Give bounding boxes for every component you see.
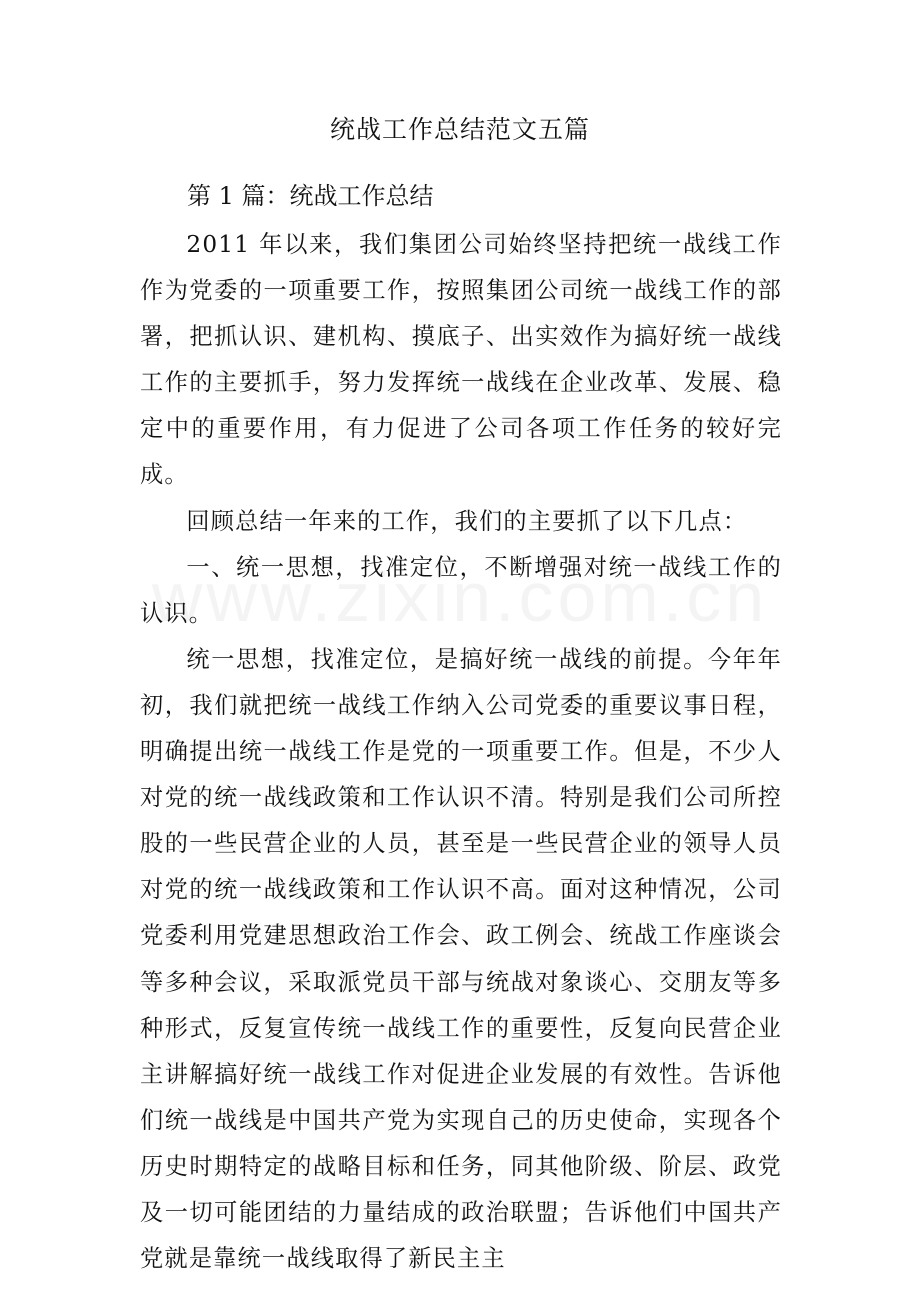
paragraph: 统一思想，找准定位，是搞好统一战线的前提。今年年初，我们就把统一战线工作纳入公司党委的重要议事日程，明确提出统一战线工作是党的一项重要工作。但是，不少人对党的统一战线政策和工作认识不清。特别是我们公司所控股的一些民营企业的人员，甚至是一些民营企业的领导人员对党的统一战线政策和工作认识不高。面对这种情况，公司党委利用党建思想政治工作会、政工例会、统战工作座谈会等多种会议，采取派党员干部与统战对象谈心、交朋友等多种形式，反复宣传统一战线工作的重要性，反复向民营企业主讲解搞好统一战线工作对促进企业发展的有效性。告诉他们统一战线是中国共产党为实现自己的历史使命，实现各个历史时期特定的战略目标和任务，同其他阶级、阶层、政党及一切可能团结的力量结成的政治联盟；告诉他们中国共产党就是靠统一战线取得了新民主主 xyxy=(140,645,782,1273)
section-heading: 第 1 篇：统战工作总结 xyxy=(187,182,434,210)
paragraph: 2011 年以来，我们集团公司始终坚持把统一战线工作作为党委的一项重要工作，按照集团公司统一战线工作的部署，把抓认识、建机构、摸底子、出实效作为搞好统一战线工作的主要抓手，努力发挥统一战线在企业改革、发展、稳定中的重要作用，有力促进了公司各项工作任务的较好完成。 xyxy=(140,231,782,489)
document-title: 统战工作总结范文五篇 xyxy=(329,115,590,144)
document-body xyxy=(140,222,782,1282)
paragraph: 回顾总结一年来的工作，我们的主要抓了以下几点： xyxy=(186,507,748,535)
paragraph: 一、统一思想，找准定位，不断增强对统一战线工作的认识。 xyxy=(140,553,782,627)
